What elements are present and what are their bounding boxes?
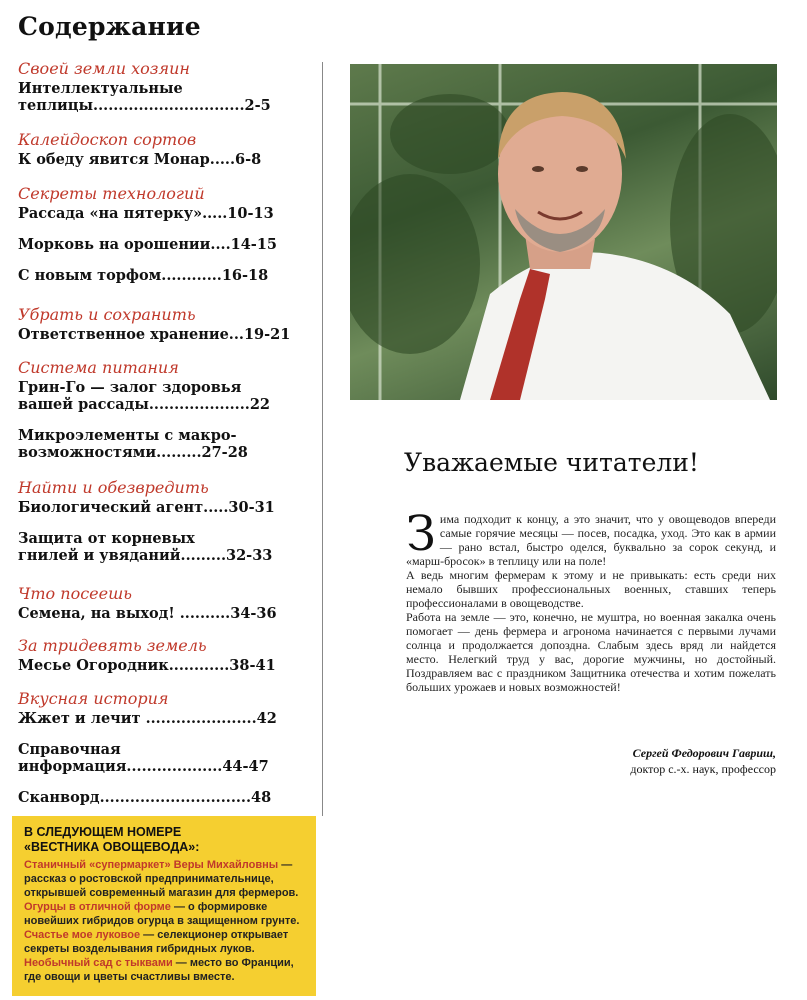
signature — [560, 745, 776, 777]
toc-entry[interactable]: Защита от корневых гнилей и увяданий.........32-33 — [18, 530, 273, 564]
next-issue-item-title: Станичный «супермаркет» Веры Михайловны — [24, 859, 279, 871]
toc-section-heading: За тридевять земель — [18, 636, 207, 655]
letter-paragraph-text: има подходит к концу, а это значит, что у овощеводов впереди самые горячие месяцы — посев, посадка, уход. Это как в армии — рано встал, быстро оделся, буквально за сорок секунд, и «марш-бросок» в теплицу или на поле! — [406, 512, 776, 568]
toc-section-heading: Найти и обезвредить — [18, 478, 209, 497]
table-of-contents — [0, 0, 320, 1000]
toc-section — [18, 637, 298, 678]
next-issue-item-title: Огурцы в отличной форме — [24, 901, 171, 913]
signature-name: Сергей Федорович Гавриш, — [632, 746, 776, 760]
toc-section — [18, 306, 298, 347]
next-issue-item-text: — место во Франции, где овощи и цветы счастливы вместе. — [24, 957, 294, 983]
toc-entry[interactable]: Микроэлементы с макро- возможностями.........27-28 — [18, 427, 248, 461]
next-issue-item — [24, 900, 306, 928]
toc-entry[interactable]: К обеду явится Монар.....6-8 — [18, 151, 262, 168]
toc-title: Содержание — [18, 12, 201, 41]
toc-section — [18, 585, 298, 626]
next-issue-item — [24, 956, 306, 984]
next-issue-item-title: Счастье мое луковое — [24, 929, 141, 941]
signature-title: доктор с.-х. наук, профессор — [630, 762, 776, 776]
letter-paragraph — [406, 506, 776, 568]
toc-entry[interactable]: Морковь на орошении....14-15 — [18, 236, 278, 253]
toc-entry[interactable]: Семена, на выход! ..........34-36 — [18, 605, 277, 622]
toc-entry[interactable]: Интеллектуальные теплицы..............................2-5 — [18, 80, 271, 114]
toc-section-heading: Убрать и сохранить — [18, 305, 196, 324]
next-issue-item-text: — о формировке новейших гибридов огурца в защищенном грунте. — [24, 901, 300, 927]
portrait-illustration — [350, 64, 777, 400]
next-issue-item — [24, 928, 306, 956]
toc-entry[interactable]: Рассада «на пятерку».....10-13 — [18, 205, 274, 222]
toc-entry[interactable]: Жжет и лечит ......................42 — [18, 710, 277, 727]
toc-section — [18, 690, 298, 810]
toc-entry[interactable]: Биологический агент.....30-31 — [18, 499, 275, 516]
toc-entry[interactable]: Сканворд..............................48 — [18, 789, 272, 806]
author-photo — [350, 64, 777, 400]
toc-section-heading: Система питания — [18, 358, 179, 377]
toc-section — [18, 359, 298, 465]
toc-section-heading: Секреты технологий — [18, 184, 205, 203]
toc-section-heading: Что посеешь — [18, 584, 132, 603]
toc-section — [18, 131, 298, 172]
next-issue-box — [12, 816, 316, 996]
toc-section — [18, 479, 298, 568]
toc-section — [18, 185, 298, 288]
toc-entry[interactable]: Месье Огородник............38-41 — [18, 657, 276, 674]
letter-paragraph: Работа на земле — это, конечно, не муштра, но военная закалка очень помогает — день фермера и агронома начинается с первыми лучами солнца и продолжается допоздна. Слабым здесь вряд ли найдется место. Нелегкий труд у вас, дорогие мужчины, но достойный. Поздравляем вас с праздником Защитника отечества и хотим пожелать больших урожаев и новых возможностей! — [406, 610, 776, 694]
next-issue-heading: В СЛЕДУЮЩЕМ НОМЕРЕ «ВЕСТНИКА ОВОЩЕВОДА»: — [24, 825, 200, 854]
drop-cap: З — [406, 506, 436, 562]
toc-entry[interactable]: Грин-Го — залог здоровья вашей рассады....................22 — [18, 379, 271, 413]
toc-section-heading: Вкусная история — [18, 689, 169, 708]
greeting-heading: Уважаемые читатели! — [404, 448, 699, 477]
next-issue-item-title: Необычный сад с тыквами — [24, 957, 173, 969]
toc-entry[interactable]: С новым торфом............16-18 — [18, 267, 269, 284]
next-issue-item-text: — рассказ о ростовской предпринимательнице, открывшей современный магазин для фермеров. — [24, 859, 299, 899]
toc-section-heading: Калейдоскоп сортов — [18, 130, 197, 149]
column-divider — [322, 62, 323, 816]
toc-entry[interactable]: Ответственное хранение...19-21 — [18, 326, 291, 343]
letter-paragraph: А ведь многим фермерам к этому и не привыкать: есть среди них немало бывших профессиональных военных, ставших теперь профессионалами в овощеводстве. — [406, 568, 776, 610]
editorial-letter — [406, 506, 776, 694]
toc-entry[interactable]: Справочная информация...................44-47 — [18, 741, 269, 775]
next-issue-item — [24, 858, 306, 900]
next-issue-item-text: — селекционер открывает секреты возделывания гибридных луков. — [24, 929, 289, 955]
toc-section — [18, 60, 298, 118]
toc-section-heading: Своей земли хозяин — [18, 59, 190, 78]
